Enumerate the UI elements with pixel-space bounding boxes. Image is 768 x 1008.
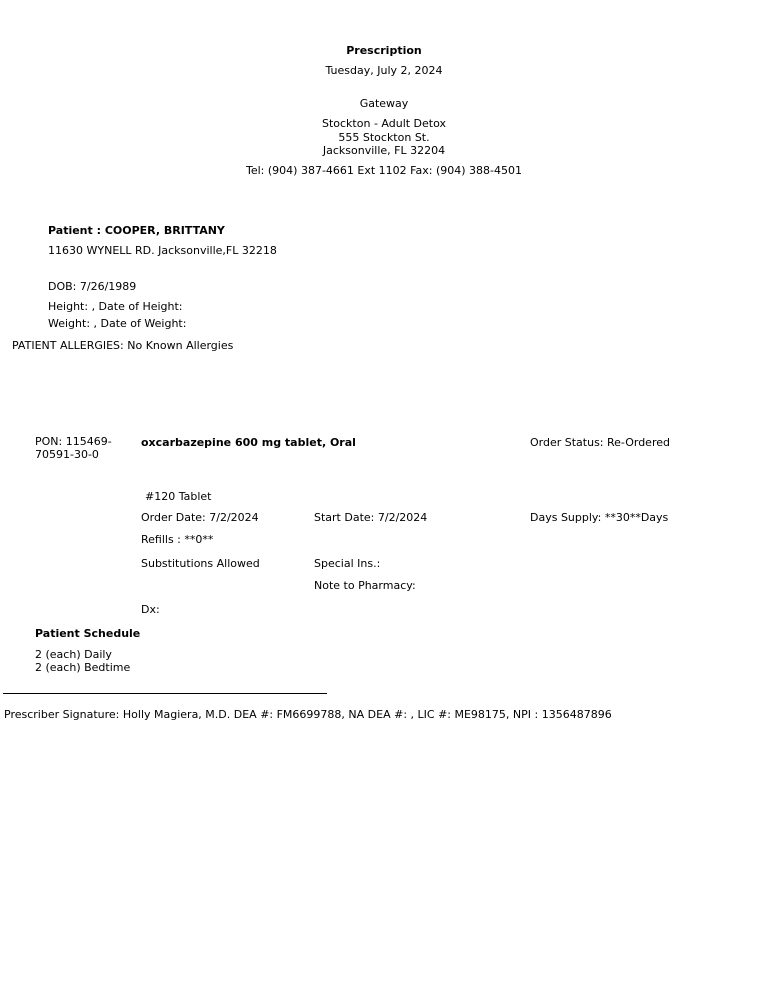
order-status: Order Status: Re-Ordered [530,436,670,449]
pon-line2: 70591-30-0 [35,448,99,461]
facility-name: Stockton - Adult Detox [321,117,447,130]
patient-weight: Weight: , Date of Weight: [48,317,187,330]
pon-line1: PON: 115469- [35,435,112,448]
patient-dob: DOB: 7/26/1989 [48,280,137,293]
signature-line [3,693,327,694]
facility-address-line1: 555 Stockton St. [338,131,430,144]
refills: Refills : **0** [141,533,214,546]
patient-name: Patient : COOPER, BRITTANY [48,224,225,237]
substitutions: Substitutions Allowed [141,557,260,570]
schedule-item: 2 (each) Bedtime [35,661,131,674]
quantity: #120 Tablet [145,490,212,503]
note-to-pharmacy: Note to Pharmacy: [314,579,416,592]
document-title: Prescription [346,44,422,57]
diagnosis: Dx: [141,603,160,616]
special-instructions: Special Ins.: [314,557,381,570]
order-date: Order Date: 7/2/2024 [141,511,259,524]
prescriber-signature: Prescriber Signature: Holly Magiera, M.D. DEA #: FM6699788, NA DEA #: , LIC #: ME98175, NPI : 1356487896 [4,708,612,721]
patient-height: Height: , Date of Height: [48,300,183,313]
days-supply: Days Supply: **30**Days [530,511,669,524]
schedule-heading: Patient Schedule [35,627,141,640]
schedule-item: 2 (each) Daily [35,648,112,661]
prescription-date: Tuesday, July 2, 2024 [325,64,443,77]
drug-name: oxcarbazepine 600 mg tablet, Oral [141,436,356,449]
facility-address-line2: Jacksonville, FL 32204 [322,144,446,157]
start-date: Start Date: 7/2/2024 [314,511,428,524]
patient-address: 11630 WYNELL RD. Jacksonville,FL 32218 [48,244,277,257]
organization-name: Gateway [359,97,409,110]
facility-contact: Tel: (904) 387-4661 Ext 1102 Fax: (904) 388-4501 [246,164,522,177]
patient-allergies: PATIENT ALLERGIES: No Known Allergies [12,339,234,352]
